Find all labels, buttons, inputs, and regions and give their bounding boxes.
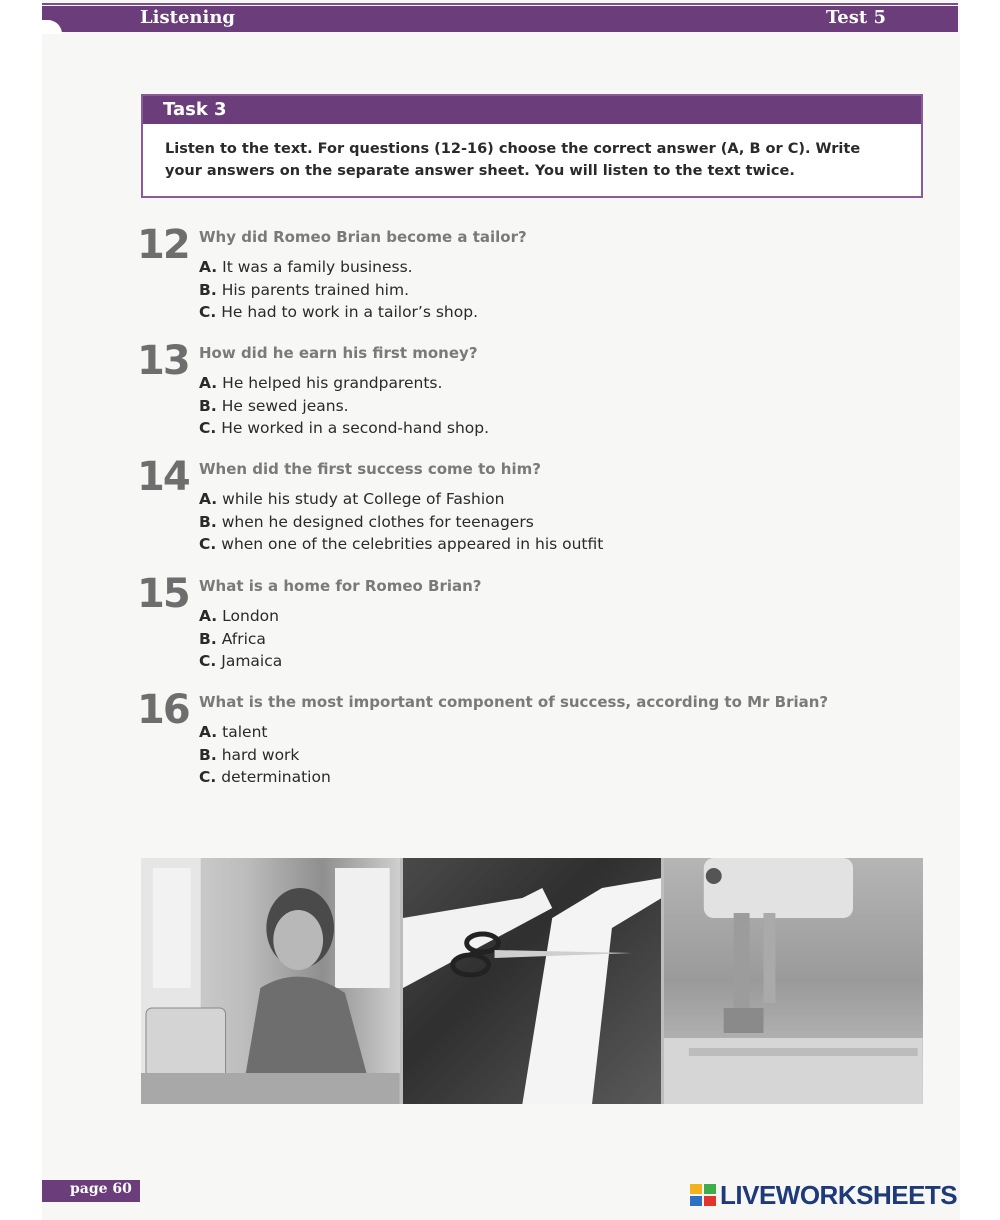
photo-sewing-machine-needle: [664, 858, 923, 1104]
option-letter: A.: [199, 258, 218, 276]
option-c[interactable]: [199, 766, 331, 789]
option-letter: C.: [199, 535, 217, 553]
option-text: Jamaica: [221, 652, 283, 670]
question-text: Why did Romeo Brian become a tailor?: [199, 228, 527, 246]
option-text: when one of the celebrities appeared in his outfit: [221, 535, 604, 553]
option-letter: B.: [199, 629, 217, 648]
option-b[interactable]: [199, 628, 282, 651]
answer-options: [199, 372, 489, 440]
question-text: How did he earn his first money?: [199, 344, 478, 362]
header-rule: [42, 3, 958, 5]
question-number: 12: [137, 222, 189, 268]
option-a[interactable]: [199, 721, 331, 744]
question-number: 16: [137, 687, 189, 733]
option-letter: C.: [199, 652, 217, 670]
question-text: What is a home for Romeo Brian?: [199, 577, 482, 595]
task-instructions: Listen to the text. For questions (12-16) choose the correct answer (A, B or C). Write your answers on the separate answer sheet. You will listen to the text twice.: [165, 141, 861, 179]
option-letter: C.: [199, 303, 217, 321]
option-c[interactable]: [199, 417, 489, 440]
option-text: Africa: [221, 629, 266, 648]
option-letter: A.: [199, 723, 218, 741]
answer-options: [199, 256, 478, 324]
option-text: His parents trained him.: [221, 280, 410, 299]
question-text: What is the most important component of success, according to Mr Brian?: [199, 693, 829, 711]
option-text: hard work: [221, 745, 300, 764]
option-letter: C.: [199, 419, 217, 437]
answer-options: [199, 488, 603, 556]
section-title: Listening: [140, 7, 235, 28]
option-b[interactable]: [199, 511, 603, 534]
option-c[interactable]: [199, 650, 282, 673]
option-text: talent: [222, 723, 268, 741]
option-text: He sewed jeans.: [221, 396, 349, 415]
option-text: while his study at College of Fashion: [222, 490, 505, 508]
option-text: determination: [221, 768, 331, 786]
option-b[interactable]: [199, 395, 489, 418]
page-number: page 60: [70, 1181, 132, 1197]
option-a[interactable]: [199, 256, 478, 279]
option-text: when he designed clothes for teenagers: [221, 512, 534, 531]
task-box: [141, 94, 923, 198]
option-c[interactable]: [199, 301, 478, 324]
task-title: Task 3: [143, 96, 921, 124]
brand-name: LIVEWORKSHEETS: [720, 1179, 958, 1210]
option-letter: B.: [199, 280, 217, 299]
option-letter: A.: [199, 374, 218, 392]
question-number: 14: [137, 454, 189, 500]
option-text: He had to work in a tailor’s shop.: [221, 303, 478, 321]
option-a[interactable]: [199, 605, 282, 628]
option-text: It was a family business.: [222, 258, 413, 276]
answer-options: [199, 605, 282, 673]
option-text: He worked in a second-hand shop.: [221, 419, 490, 437]
answer-options: [199, 721, 331, 789]
option-letter: C.: [199, 768, 217, 786]
question-text: When did the first success come to him?: [199, 460, 541, 478]
option-letter: B.: [199, 512, 217, 531]
photo-scissors-and-fabric: [403, 858, 662, 1104]
option-text: London: [222, 607, 279, 625]
option-text: He helped his grandparents.: [222, 374, 443, 392]
option-b[interactable]: [199, 279, 478, 302]
option-c[interactable]: [199, 533, 603, 556]
option-a[interactable]: [199, 488, 603, 511]
option-letter: B.: [199, 396, 217, 415]
logo-mark-icon: [690, 1184, 716, 1206]
liveworksheets-logo: [690, 1180, 957, 1210]
option-b[interactable]: [199, 744, 331, 767]
question-number: 13: [137, 338, 189, 384]
option-a[interactable]: [199, 372, 489, 395]
photo-strip: [141, 858, 923, 1104]
test-title: Test 5: [825, 7, 886, 28]
question-number: 15: [137, 571, 189, 617]
option-letter: A.: [199, 607, 218, 625]
photo-tailor-at-sewing-machine: [141, 858, 400, 1104]
option-letter: B.: [199, 745, 217, 764]
option-letter: A.: [199, 490, 218, 508]
